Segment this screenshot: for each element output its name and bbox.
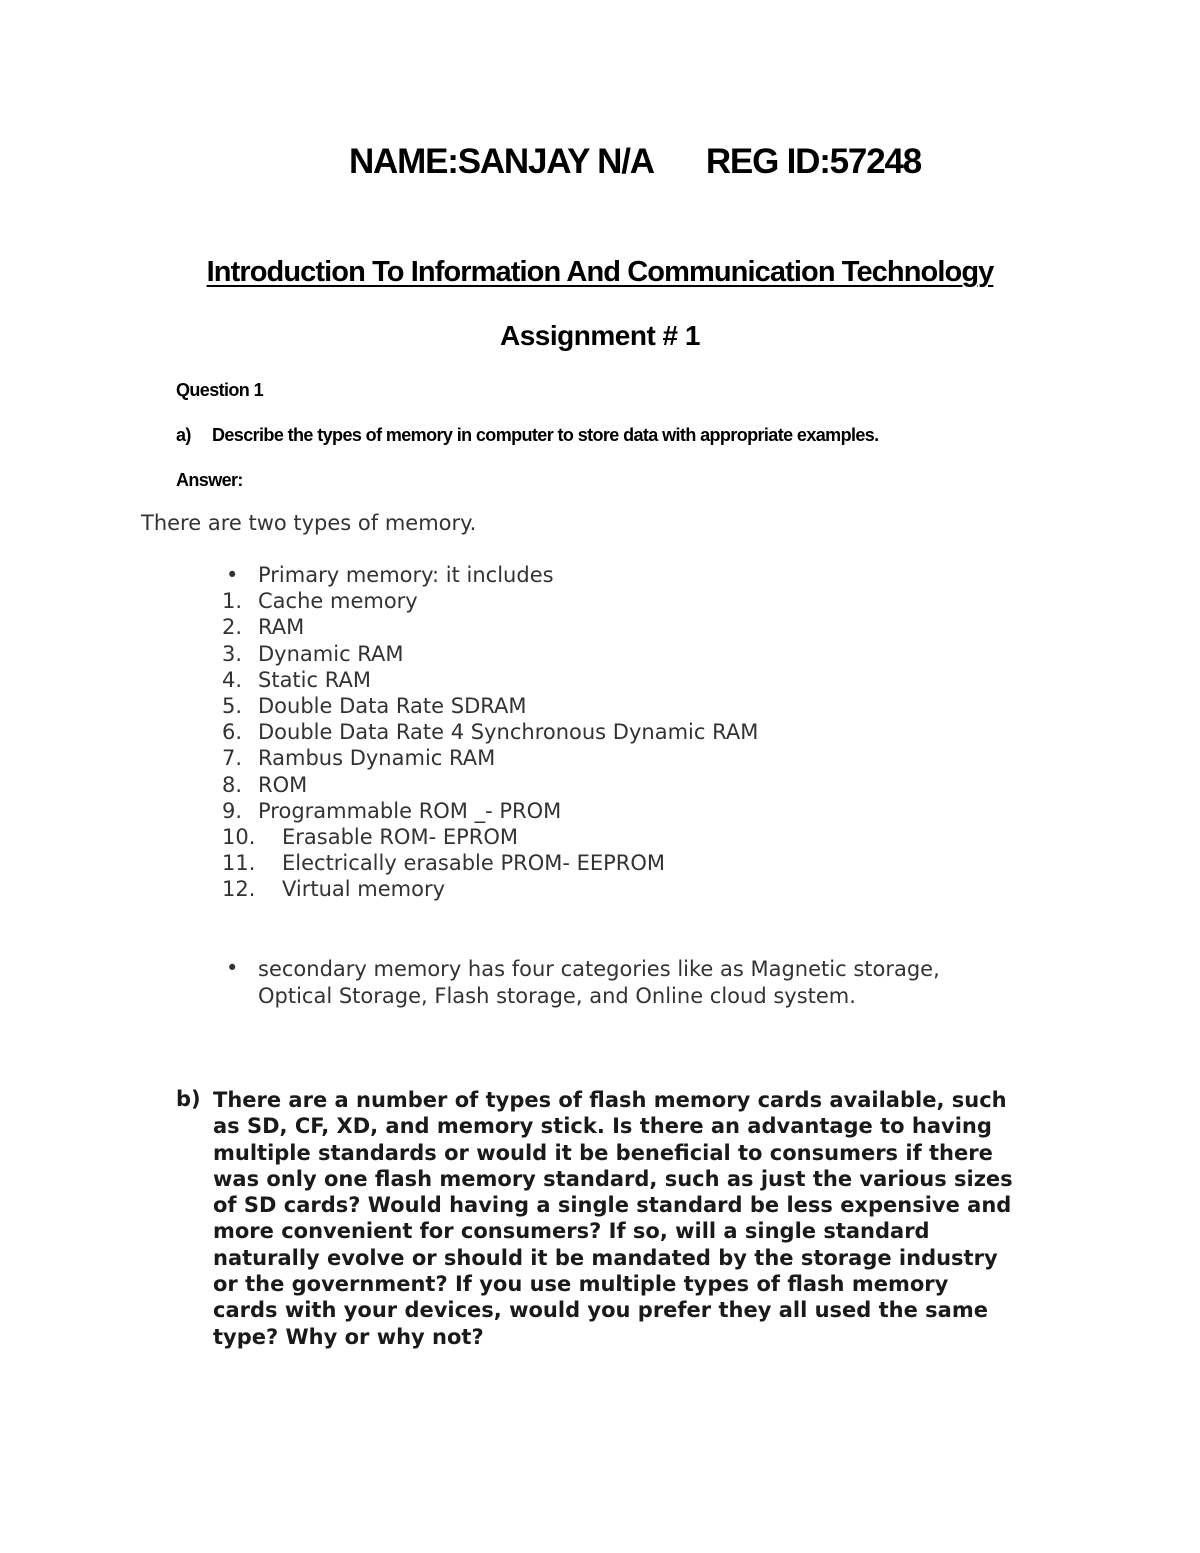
item-number: 10. bbox=[222, 824, 256, 849]
item-text: Electrically erasable PROM- EEPROM bbox=[282, 851, 666, 876]
question-label: Question 1 bbox=[176, 380, 264, 400]
item-text: Erasable ROM- EPROM bbox=[282, 824, 519, 849]
primary-memory-heading: Primary memory: it includes bbox=[258, 563, 554, 587]
bullet-icon: • bbox=[226, 563, 239, 587]
item-number: 11. bbox=[222, 851, 256, 876]
item-number: 7. bbox=[222, 746, 243, 771]
answer-intro: There are two types of memory. bbox=[141, 511, 477, 535]
bullet-icon: • bbox=[226, 956, 239, 980]
part-b-marker: b) bbox=[176, 1087, 201, 1111]
secondary-memory-text: secondary memory has four categories like as Magnetic storage, Optical Storage, Flash storage, and Online cloud system. bbox=[258, 957, 940, 1008]
item-number: 12. bbox=[222, 877, 256, 902]
item-text: Programmable ROM _- PROM bbox=[258, 798, 562, 823]
item-text: Virtual memory bbox=[282, 877, 446, 902]
answer-label: Answer: bbox=[176, 470, 243, 490]
item-text: RAM bbox=[258, 615, 305, 640]
item-text: ROM bbox=[258, 772, 308, 797]
item-number: 6. bbox=[222, 720, 243, 745]
item-number: 9. bbox=[222, 798, 243, 823]
student-name: NAME:SANJAY N/A bbox=[348, 142, 654, 181]
student-header bbox=[0, 142, 1200, 182]
item-number: 2. bbox=[222, 615, 243, 640]
item-number: 4. bbox=[222, 667, 243, 692]
item-text: Double Data Rate 4 Synchronous Dynamic RAM bbox=[258, 720, 759, 745]
course-title: Introduction To Information And Communication Technology bbox=[206, 256, 994, 288]
assignment-title: Assignment # 1 bbox=[500, 320, 700, 351]
item-text: Double Data Rate SDRAM bbox=[258, 693, 527, 718]
part-a-marker: a) bbox=[176, 425, 191, 445]
item-text: Cache memory bbox=[258, 589, 418, 614]
item-text: Rambus Dynamic RAM bbox=[258, 746, 496, 771]
item-text: Dynamic RAM bbox=[258, 641, 404, 666]
item-number: 5. bbox=[222, 693, 243, 718]
part-b-text: There are a number of types of flash memory cards available, such as SD, CF, XD, and memory stick. Is there an advantage to having multiple standards or would it be beneficial to consumers if there was only one flash memory standard, such as just the various sizes of SD cards? Would having a single standard be less expensive and more convenient for consumers? If so, will a single standard naturally evolve or should it be mandated by the storage industry or the government? If you use multiple types of flash memory cards with your devices, would you prefer they all used the same type? Why or why not? bbox=[213, 1088, 1013, 1349]
item-number: 1. bbox=[222, 589, 243, 614]
registration-id: REG ID:57248 bbox=[705, 142, 921, 181]
item-number: 3. bbox=[222, 641, 243, 666]
item-text: Static RAM bbox=[258, 667, 371, 692]
item-number: 8. bbox=[222, 772, 243, 797]
part-a-question: Describe the types of memory in computer to store data with appropriate examples. bbox=[212, 425, 879, 445]
